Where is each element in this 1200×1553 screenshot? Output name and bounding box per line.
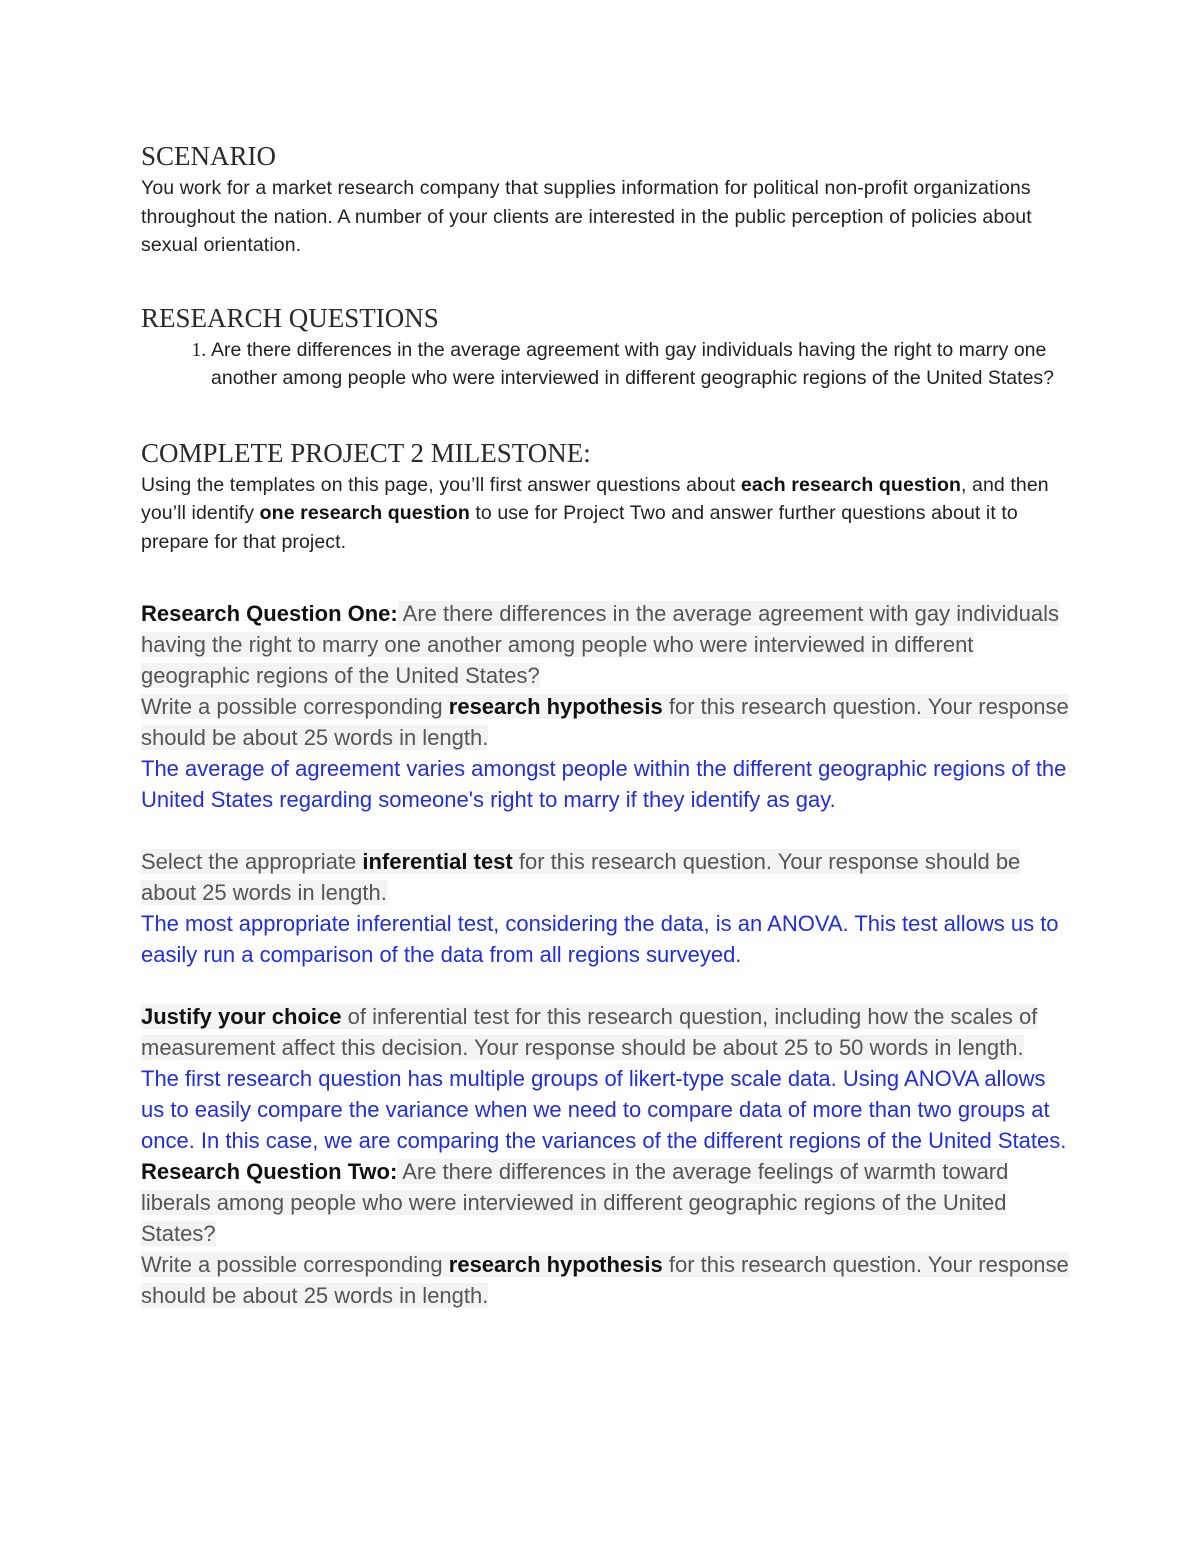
milestone-instructions: Using the templates on this page, you’ll first answer questions about each research question, and then you’ll identify one research question to use for Project Two and answer further questions about it to prepare for that project. bbox=[141, 473, 1049, 553]
rq2-label: Research Question Two: bbox=[141, 1159, 398, 1184]
rq1-test-answer: The most appropriate inferential test, considering the data, is an ANOVA. This test allows us to easily run a comparison of the data from all regions surveyed. bbox=[141, 911, 1059, 967]
research-questions-list bbox=[141, 336, 1071, 393]
rq2-hypothesis-prompt: Write a possible corresponding research hypothesis for this research question. Your response should be about 25 words in length. bbox=[141, 1252, 1069, 1308]
rq1-question: Research Question One: Are there differences in the average agreement with gay individuals having the right to marry one another among people who were interviewed in different geographic regions of the United States? bbox=[141, 601, 1059, 688]
rq1-label: Research Question One: bbox=[141, 601, 398, 626]
rq1-justify-answer: The first research question has multiple groups of likert-type scale data. Using ANOVA allows us to easily compare the variance when we need to compare data of more than two groups at once. In this case, we are comparing the variances of the different regions of the United States. bbox=[141, 1066, 1067, 1153]
rq1-hypothesis-prompt: Write a possible corresponding research hypothesis for this research question. Your response should be about 25 words in length. bbox=[141, 694, 1069, 750]
research-questions-heading: RESEARCH QUESTIONS bbox=[141, 302, 439, 333]
rq1-test-prompt: Select the appropriate inferential test for this research question. Your response should be about 25 words in length. bbox=[141, 849, 1021, 905]
document-page bbox=[141, 138, 1071, 1311]
scenario-body: You work for a market research company that supplies information for political non-profit organizations throughout the nation. A number of your clients are interested in the public perception of policies about sexual orientation. bbox=[141, 177, 1032, 256]
rq1-justify-prompt: Justify your choice of inferential test for this research question, including how the scales of measurement affect this decision. Your response should be about 25 to 50 words in length. bbox=[141, 1004, 1038, 1060]
rq1-hypothesis-answer: The average of agreement varies amongst people within the different geographic regions of the United States regarding someone's right to marry if they identify as gay. bbox=[141, 756, 1067, 812]
milestone-heading: COMPLETE PROJECT 2 MILESTONE: bbox=[141, 437, 591, 468]
scenario-heading: SCENARIO bbox=[141, 141, 277, 171]
rq2-question: Research Question Two: Are there differences in the average feelings of warmth toward liberals among people who were interviewed in different geographic regions of the United States? bbox=[141, 1159, 1009, 1246]
list-item: 1. Are there differences in the average agreement with gay individuals having the right to marry one another among people who were interviewed in different geographic regions of the United States? bbox=[211, 336, 1071, 393]
